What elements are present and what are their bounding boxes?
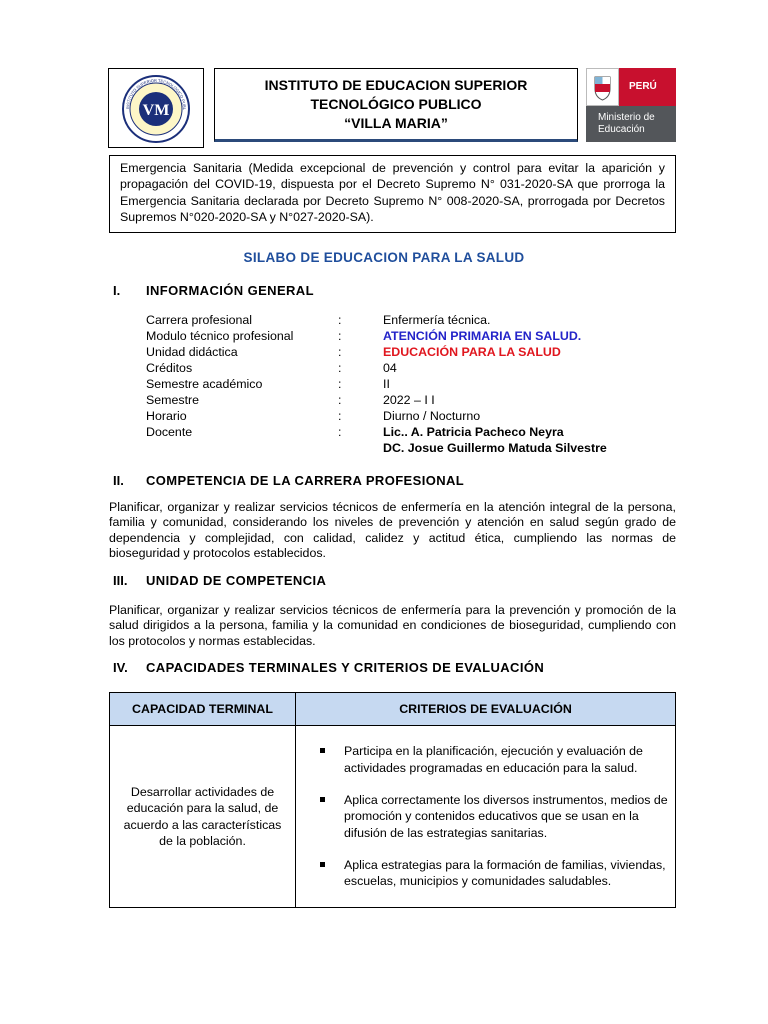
header-criterios: CRITERIOS DE EVALUACIÓN [296,693,676,726]
criterio-item: Participa en la planificación, ejecución y evaluación de actividades programadas en educación para la salud. [318,743,669,776]
ministry-name: Ministerio de Educación [586,106,676,142]
section-1-number: I. [113,283,121,298]
institute-title [214,68,578,142]
svg-text:INSTITUTO SUPERIOR TECNOLOGICO: INSTITUTO SUPERIOR TECNOLOGICO PUBL [124,77,188,110]
section-4-number: IV. [113,660,128,675]
peru-shield-icon [586,68,619,106]
title-line-1: INSTITUTO DE EDUCACION SUPERIOR [264,77,528,93]
section-4-title: CAPACIDADES TERMINALES Y CRITERIOS DE EVALUACIÓN [146,660,545,675]
institute-seal-icon [121,74,191,144]
criterio-item: Aplica estrategias para la formación de familias, viviendas, escuelas, municipios y comunidades saludables. [318,857,669,890]
square-bullet-icon [320,797,325,802]
section-1-title: INFORMACIÓN GENERAL [146,283,314,298]
title-line-3: “VILLA MARIA” [344,115,448,131]
ministry-logo [586,68,676,142]
criterio-item: Aplica correctamente los diversos instrumentos, medios de promoción y contenidos educativos que se usan en la difusión de las estrategias sanitarias. [318,792,669,841]
unidad-competencia-text: Planificar, organizar y realizar servicios técnicos de enfermería para la prevención y promoción de la salud dirigidos a la persona, familia y la comunidad en condiciones de bioseguridad, cumpliendo con los protocolos y normas establecidas. [109,603,676,648]
header-capacidad: CAPACIDAD TERMINAL [110,693,296,726]
emergency-note: Emergencia Sanitaria (Medida excepcional de prevención y control para evitar la aparición y propagación del COVID-19, dispuesta por el Decreto Supremo N° 031-2020-SA que prorroga la Emergencia Sanitaria declarada por Decreto Supremo N° 008-2020-SA, prorrogada por Decretos Supremos N°020-2020-SA y N°027-2020-SA). [109,155,676,233]
section-2-title: COMPETENCIA DE LA CARRERA PROFESIONAL [146,473,465,488]
ministry-country: PERÚ [619,68,676,106]
document-subtitle: SILABO DE EDUCACION PARA LA SALUD [243,250,525,265]
capacidades-table [109,692,676,908]
title-line-2: TECNOLÓGICO PUBLICO [310,96,482,112]
square-bullet-icon [320,862,325,867]
capacidad-cell: Desarrollar actividades de educación para la salud, de acuerdo a las características de la población. [110,726,296,908]
criterios-cell [296,726,676,908]
section-3-number: III. [113,573,128,588]
square-bullet-icon [320,748,325,753]
svg-text:VM: VM [142,102,170,119]
section-2-number: II. [113,473,124,488]
institute-logo-box [108,68,204,148]
section-3-title: UNIDAD DE COMPETENCIA [146,573,327,588]
competencia-carrera-text: Planificar, organizar y realizar servicios técnicos de enfermería en la atención integral de la persona, familia y comunidad, considerando los niveles de prevención y atención en salud según grado de dependencia y complejidad, con calidad, calidez y actitud ética, cumpliendo las normas de bioseguridad y protocolos establecidos. [109,500,676,560]
table-row [110,726,676,908]
table-header-row [110,693,676,726]
